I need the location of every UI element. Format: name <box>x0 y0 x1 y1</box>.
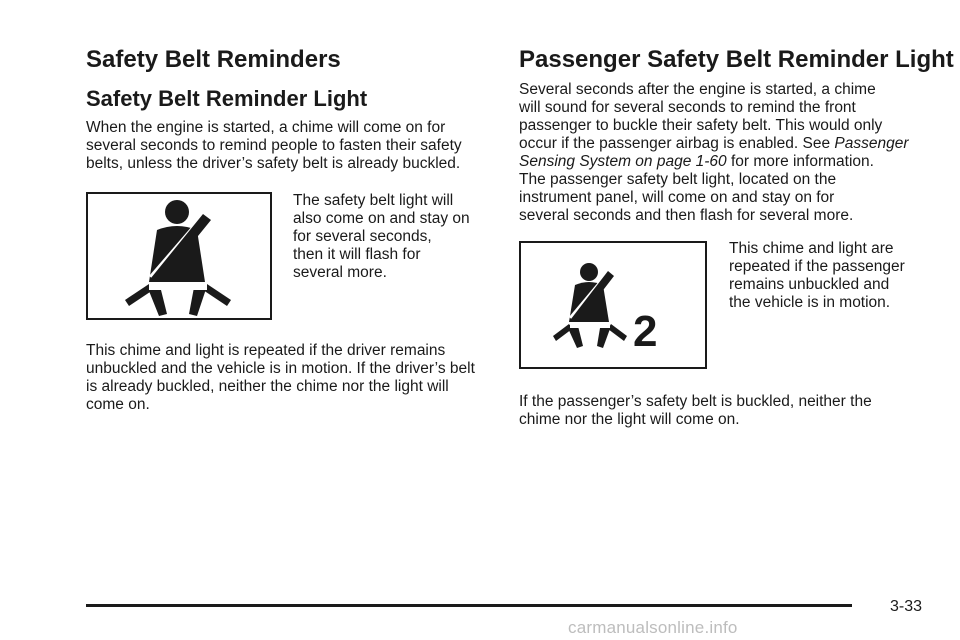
footer-rule <box>86 604 852 607</box>
text-run: occur if the passenger airbag is enabled. See <box>519 135 835 152</box>
text-line: then it will flash for <box>293 246 421 263</box>
seatbelt-reminder-icon <box>119 196 239 316</box>
passenger-section-title: Passenger Safety Belt Reminder Light <box>519 46 954 73</box>
intro-paragraph <box>86 119 506 173</box>
passenger-paragraph <box>519 81 939 225</box>
text-line: This chime and light are <box>729 240 894 257</box>
section-title: Safety Belt Reminders <box>86 46 341 73</box>
seatbelt-reminder-figure <box>86 192 272 320</box>
text-line: passenger to buckle their safety belt. This would only <box>519 117 883 134</box>
outro-paragraph <box>86 342 506 414</box>
text-line: Several seconds after the engine is started, a chime <box>519 81 876 98</box>
passenger-figure-caption <box>729 240 939 312</box>
passenger-outro-paragraph <box>519 393 939 429</box>
passenger-seatbelt-figure <box>519 241 707 369</box>
text-line: belts, unless the driver’s safety belt is already buckled. <box>86 155 461 172</box>
passenger-seatbelt-reminder-icon <box>553 260 673 350</box>
text-line: If the passenger’s safety belt is buckled, neither the <box>519 393 872 410</box>
page-number: 3-33 <box>890 598 923 615</box>
text-line: unbuckled and the vehicle is in motion. If the driver’s belt <box>86 360 475 377</box>
text-line: repeated if the passenger <box>729 258 905 275</box>
text-run: for more information. <box>726 153 874 170</box>
figure-caption <box>293 192 493 282</box>
watermark: carmanualsonline.info <box>568 618 738 637</box>
text-line: chime nor the light will come on. <box>519 411 740 428</box>
cross-reference-link[interactable]: Passenger <box>834 135 909 152</box>
text-line: come on. <box>86 396 150 413</box>
text-line: several seconds to remind people to fasten their safety <box>86 137 462 154</box>
text-line: several seconds and then flash for several more. <box>519 207 854 224</box>
cross-reference-link[interactable]: Sensing System on page 1-60 <box>519 153 727 170</box>
text-line <box>519 135 939 153</box>
text-line: the vehicle is in motion. <box>729 294 891 311</box>
text-line: The passenger safety belt light, located on the <box>519 171 837 188</box>
text-line: is already buckled, neither the chime nor the light will <box>86 378 449 395</box>
text-line: instrument panel, will come on and stay on for <box>519 189 835 206</box>
text-line: for several seconds, <box>293 228 432 245</box>
subsection-title: Safety Belt Reminder Light <box>86 86 368 111</box>
text-line: The safety belt light will <box>293 192 454 209</box>
text-line: also come on and stay on <box>293 210 470 227</box>
text-line: When the engine is started, a chime will come on for <box>86 119 446 136</box>
text-line: remains unbuckled and <box>729 276 890 293</box>
text-line: will sound for several seconds to remind the front <box>519 99 856 116</box>
text-line: several more. <box>293 264 387 281</box>
text-line <box>519 153 939 171</box>
text-line: This chime and light is repeated if the driver remains <box>86 342 446 359</box>
passenger-position-label: 2 <box>633 307 658 350</box>
